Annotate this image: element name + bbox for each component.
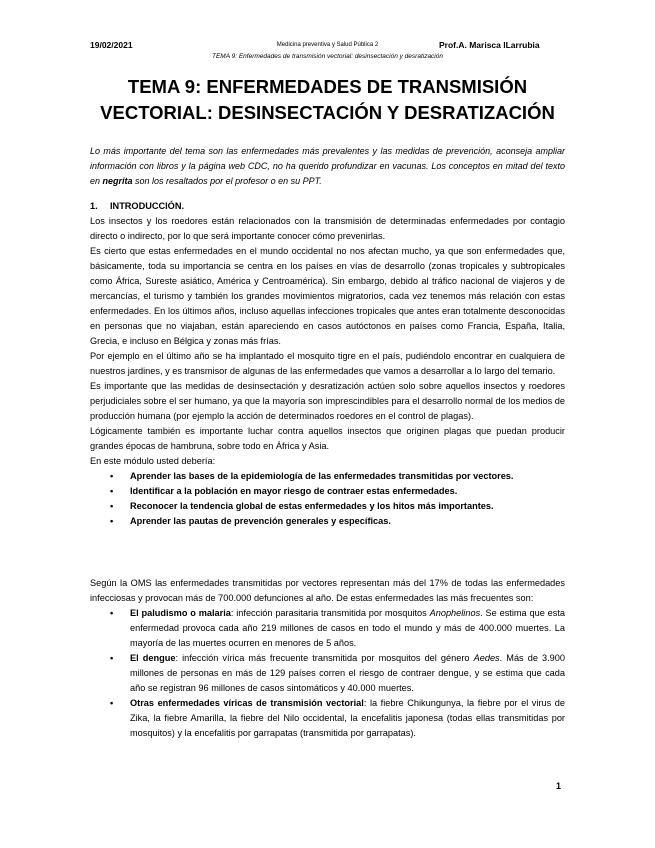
paragraph: Los insectos y los roedores están relacionados con la transmisión de determinadas enfermedades por contagio directo o indirecto, por lo que será importante conocer cómo prevenirlas. bbox=[90, 216, 565, 241]
intro-text-2: son los resaltados por el profesor o en su PPT. bbox=[132, 176, 322, 186]
oms-section bbox=[90, 576, 565, 741]
intro-text-1: Lo más importante del tema son las enfermedades más prevalentes y las medidas de prevención, aconseja ampliar información con libros y la página web CDC, no ha querido profundizar en vacunas. Los conceptos en mitad del texto en bbox=[90, 146, 565, 186]
disease-item bbox=[90, 606, 565, 651]
objective-item bbox=[90, 484, 565, 499]
disease-text: : infección parasitaria transmitida por mosquitos bbox=[230, 608, 430, 618]
section-number: 1. bbox=[90, 201, 98, 211]
intro-note bbox=[90, 144, 565, 189]
diseases-list bbox=[90, 606, 565, 741]
header-date: 19/02/2021 bbox=[90, 40, 133, 50]
oms-paragraph: Según la OMS las enfermedades transmitidas por vectores representan más del 17% de todas las enfermedades infecciosas y provocan más de 700.000 defunciones al año. De estas enfermedades las más frecuentes son: bbox=[90, 578, 565, 603]
objective-text: Aprender las bases de la epidemiología de las enfermedades transmitidas por vectores. bbox=[130, 471, 514, 481]
objective-text: Identificar a la población en mayor riesgo de contraer estas enfermedades. bbox=[130, 486, 458, 496]
disease-vector: Anophelinos bbox=[429, 608, 481, 618]
bullet-icon: • bbox=[110, 698, 114, 708]
disease-item bbox=[90, 696, 565, 741]
objective-item bbox=[90, 499, 565, 514]
objective-text: Aprender las pautas de prevención generales y específicas. bbox=[130, 516, 391, 526]
paragraph: Es importante que las medidas de desinsectación y desratización actúen solo sobre aquellos insectos y roedores perjudiciales sobre el ser humano, ya que la mayoría son imprescindibles para el desarrollo normal de los medios de producción humana (por ejemplo la acción de determinados roedores en el control de plagas). bbox=[90, 381, 565, 421]
page-title-line-2: VECTORIAL: DESINSECTACIÓN Y DESRATIZACIÓN bbox=[100, 102, 555, 123]
paragraph: Lógicamente también es importante luchar contra aquellos insectos que originen plagas que puedan producir grandes épocas de hambruna, sobre todo en África y Asia. bbox=[90, 426, 565, 451]
paragraph: En este módulo usted debería: bbox=[90, 456, 216, 466]
disease-name: El paludismo o malaria bbox=[130, 608, 231, 618]
page-number: 1 bbox=[556, 781, 562, 791]
bullet-icon: • bbox=[110, 516, 114, 526]
section-body bbox=[90, 214, 565, 529]
objective-item bbox=[90, 469, 565, 484]
bullet-icon: • bbox=[110, 471, 114, 481]
page-title-line-1: TEMA 9: ENFERMEDADES DE TRANSMISIÓN bbox=[127, 76, 528, 97]
bullet-icon: • bbox=[110, 486, 114, 496]
disease-name: Otras enfermedades víricas de transmisión vectorial bbox=[130, 698, 364, 708]
section-title: INTRODUCCIÓN. bbox=[110, 201, 185, 211]
bullet-icon: • bbox=[110, 608, 114, 618]
disease-name: El dengue bbox=[130, 653, 176, 663]
disease-text: : infección vírica más frecuente transmitida por mosquitos del género bbox=[175, 653, 474, 663]
header-author: Prof.A. Marisca lLarrubia bbox=[439, 40, 540, 50]
disease-text: . Más de 3.900 millones de personas en más de 129 países corren el riesgo de contraer dengue, y se estima que cada año se registran 96 millones de casos sintomáticos y 40.000 muertes. bbox=[130, 653, 566, 693]
disease-item bbox=[90, 651, 565, 696]
bullet-icon: • bbox=[110, 501, 114, 511]
disease-vector: Aedes bbox=[473, 653, 500, 663]
section-heading bbox=[90, 201, 184, 211]
paragraph: Es cierto que estas enfermedades en el mundo occidental no nos afectan mucho, ya que son enfermedades que, básicamente, toda su importancia se centra en los países en vías de desarrollo (zonas tropicales y subtropicales como África, Sureste asiático, América y Centroamérica). Sin embargo, debido al tráfico nacional de viajeros y de mercancías, el turismo y también los grandes movimientos migratorios, cada vez tenemos más relación con estas enfermedades. En los últimos años, incluso aquellas infecciones tropicales que antes eran totalmente desconocidas en personas que no viajaban, están apareciendo en casos autóctonos en países como Francia, España, Italia, Grecia, e incluso en Bélgica y zonas más frías. bbox=[90, 246, 565, 346]
header-course: Medicina preventiva y Salud Pública 2 bbox=[276, 42, 379, 48]
page-title bbox=[40, 74, 615, 126]
objective-item bbox=[90, 514, 565, 529]
objectives-list bbox=[90, 469, 565, 529]
header-subtitle: TEMA 9: Enfermedades de transmisión vectorial: desinsectación y desratización bbox=[212, 53, 443, 60]
bullet-icon: • bbox=[110, 653, 114, 663]
intro-bold-word: negrita bbox=[102, 176, 133, 186]
disease-text: . Se estima que esta enfermedad provoca cada año 219 millones de casos en todo el mundo y más de 400.000 muertes. La mayoría de las muertes ocurren en menores de 5 años. bbox=[130, 608, 565, 648]
objective-text: Reconocer la tendencia global de estas enfermedades y los hitos más importantes. bbox=[130, 501, 494, 511]
paragraph: Por ejemplo en el último año se ha implantado el mosquito tigre en el país, pudiéndolo encontrar en cualquiera de nuestros jardines, y es transmisor de algunas de las enfermedades que vamos a desarrollar a lo largo del temario. bbox=[90, 351, 565, 376]
disease-text: : la fiebre Chikungunya, la fiebre por el virus de Zika, la fiebre Amarilla, la fiebre del Nilo occidental, la encefalitis japonesa (todas ellas transmitidas por mosquitos) y la encefalitis por garrapatas (transmitida por garrapatas). bbox=[130, 698, 565, 738]
